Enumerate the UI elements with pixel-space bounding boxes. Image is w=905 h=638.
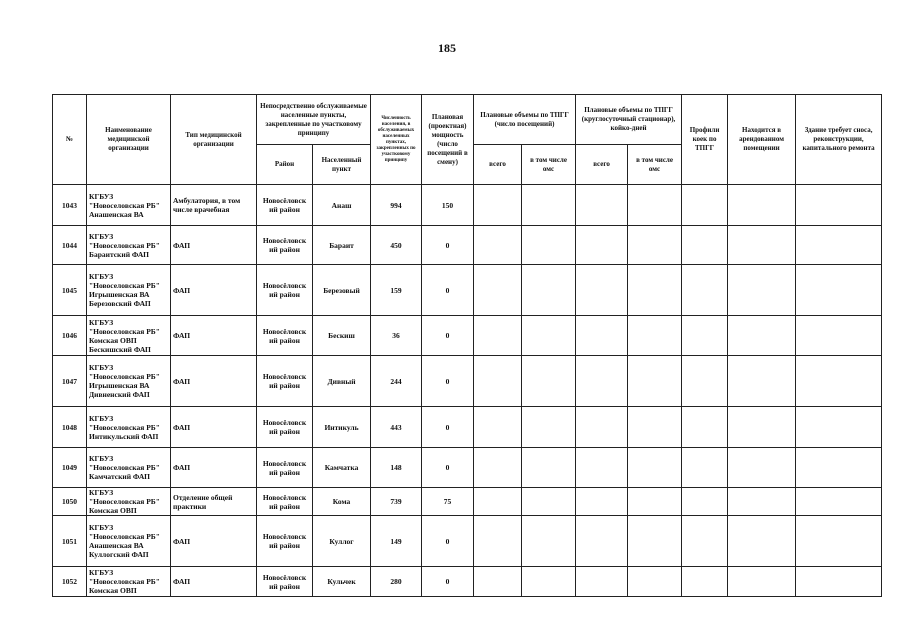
cell-row-number: 1047	[53, 356, 87, 407]
cell-row-number: 1049	[53, 448, 87, 488]
cell-empty	[796, 407, 882, 448]
cell-empty	[628, 567, 682, 597]
cell-district: Новосёловск ий район	[257, 516, 313, 567]
cell-population: 149	[371, 516, 422, 567]
cell-capacity: 0	[422, 516, 474, 567]
cell-empty	[522, 407, 576, 448]
cell-empty	[796, 316, 882, 356]
table-row	[53, 356, 882, 407]
cell-empty	[796, 226, 882, 265]
table-row	[53, 316, 882, 356]
cell-population: 159	[371, 265, 422, 316]
cell-org-name: КГБУЗ "Новоселовская РБ" Бараитский ФАП	[87, 226, 171, 265]
cell-capacity: 0	[422, 356, 474, 407]
cell-empty	[474, 265, 522, 316]
cell-empty	[522, 567, 576, 597]
cell-capacity: 0	[422, 407, 474, 448]
col-header-settlement: Населенный пункт	[313, 145, 371, 185]
cell-empty	[576, 448, 628, 488]
col-header-capacity: Плановая (проектная) мощность (число посещений в смену)	[422, 95, 474, 185]
cell-empty	[474, 407, 522, 448]
cell-population: 739	[371, 488, 422, 516]
col-header-inpatient-oms: в том числе омс	[628, 145, 682, 185]
cell-row-number: 1046	[53, 316, 87, 356]
cell-org-type: ФАП	[171, 356, 257, 407]
col-header-inpatient-total: всего	[576, 145, 628, 185]
cell-empty	[682, 185, 728, 226]
cell-empty	[522, 265, 576, 316]
cell-org-name: КГБУЗ "Новоселовская РБ" Комская ОВП	[87, 488, 171, 516]
cell-org-type: ФАП	[171, 407, 257, 448]
cell-empty	[522, 356, 576, 407]
cell-empty	[628, 185, 682, 226]
cell-population: 280	[371, 567, 422, 597]
cell-empty	[728, 185, 796, 226]
cell-empty	[576, 265, 628, 316]
cell-org-name: КГБУЗ "Новоселовская РБ" Камчатский ФАП	[87, 448, 171, 488]
cell-settlement: Интикуль	[313, 407, 371, 448]
table-row	[53, 185, 882, 226]
cell-empty	[576, 356, 628, 407]
cell-empty	[474, 516, 522, 567]
cell-district: Новосёловск ий район	[257, 407, 313, 448]
cell-empty	[628, 356, 682, 407]
cell-empty	[522, 488, 576, 516]
cell-empty	[576, 407, 628, 448]
cell-org-type: Амбулатория, в том числе врачебная	[171, 185, 257, 226]
cell-empty	[576, 316, 628, 356]
cell-org-type: ФАП	[171, 226, 257, 265]
cell-empty	[682, 356, 728, 407]
cell-settlement: Бескиш	[313, 316, 371, 356]
cell-district: Новосёловск ий район	[257, 448, 313, 488]
cell-population: 450	[371, 226, 422, 265]
cell-capacity: 75	[422, 488, 474, 516]
cell-empty	[728, 265, 796, 316]
col-header-visits-total: всего	[474, 145, 522, 185]
cell-empty	[796, 185, 882, 226]
cell-empty	[682, 567, 728, 597]
col-header-leased: Находится в арендованном помещении	[728, 95, 796, 185]
cell-empty	[628, 516, 682, 567]
cell-row-number: 1043	[53, 185, 87, 226]
cell-empty	[628, 407, 682, 448]
cell-empty	[522, 226, 576, 265]
cell-empty	[682, 226, 728, 265]
cell-empty	[474, 488, 522, 516]
cell-empty	[682, 407, 728, 448]
cell-capacity: 0	[422, 448, 474, 488]
cell-settlement: Березовый	[313, 265, 371, 316]
col-header-beds-profile: Профили коек по ТПГГ	[682, 95, 728, 185]
cell-empty	[728, 356, 796, 407]
cell-empty	[576, 516, 628, 567]
cell-empty	[796, 265, 882, 316]
cell-empty	[576, 185, 628, 226]
cell-capacity: 0	[422, 567, 474, 597]
cell-empty	[728, 226, 796, 265]
cell-settlement: Камчатка	[313, 448, 371, 488]
table-row	[53, 516, 882, 567]
col-header-type: Тип медицинской организации	[171, 95, 257, 185]
cell-settlement: Анаш	[313, 185, 371, 226]
cell-empty	[728, 516, 796, 567]
col-header-no: №	[53, 95, 87, 185]
cell-population: 36	[371, 316, 422, 356]
cell-org-name: КГБУЗ "Новоселовская РБ" Интикульский ФАП	[87, 407, 171, 448]
col-header-population: Численность населения, в обслуживаемых населенных пунктах, закрепленных по участковому принципу	[371, 95, 422, 185]
cell-empty	[628, 265, 682, 316]
cell-empty	[474, 356, 522, 407]
table-row	[53, 226, 882, 265]
cell-district: Новосёловск ий район	[257, 488, 313, 516]
col-header-repair: Здание требует сноса, реконструкции, капитального ремонта	[796, 95, 882, 185]
cell-empty	[728, 488, 796, 516]
cell-population: 244	[371, 356, 422, 407]
cell-row-number: 1050	[53, 488, 87, 516]
cell-district: Новосёловск ий район	[257, 567, 313, 597]
cell-district: Новосёловск ий район	[257, 226, 313, 265]
cell-empty	[576, 226, 628, 265]
cell-empty	[474, 226, 522, 265]
cell-org-type: ФАП	[171, 448, 257, 488]
cell-settlement: Куллог	[313, 516, 371, 567]
cell-empty	[474, 567, 522, 597]
table-row	[53, 265, 882, 316]
col-header-settlements-group: Непосредственно обслуживаемые населенные пункты, закрепленные по участковому принципу	[257, 95, 371, 145]
cell-empty	[474, 316, 522, 356]
cell-empty	[522, 185, 576, 226]
cell-empty	[796, 488, 882, 516]
cell-row-number: 1044	[53, 226, 87, 265]
cell-population: 443	[371, 407, 422, 448]
cell-empty	[522, 316, 576, 356]
cell-empty	[682, 448, 728, 488]
cell-empty	[682, 516, 728, 567]
cell-empty	[628, 316, 682, 356]
cell-org-type: Отделение общей практики	[171, 488, 257, 516]
cell-empty	[474, 448, 522, 488]
cell-empty	[628, 448, 682, 488]
table-row	[53, 488, 882, 516]
cell-org-name: КГБУЗ "Новоселовская РБ" Анашенская ВА	[87, 185, 171, 226]
cell-org-name: КГБУЗ "Новоселовская РБ" Игрышенская ВА Дивненский ФАП	[87, 356, 171, 407]
cell-row-number: 1048	[53, 407, 87, 448]
table-row	[53, 448, 882, 488]
medical-organizations-table	[52, 94, 882, 597]
cell-district: Новосёловск ий район	[257, 356, 313, 407]
cell-empty	[728, 407, 796, 448]
cell-empty	[682, 488, 728, 516]
cell-empty	[576, 488, 628, 516]
cell-empty	[628, 226, 682, 265]
cell-settlement: Кульчек	[313, 567, 371, 597]
cell-org-name: КГБУЗ "Новоселовская РБ" Комская ОВП Бескишский ФАП	[87, 316, 171, 356]
cell-empty	[522, 448, 576, 488]
cell-org-type: ФАП	[171, 567, 257, 597]
col-header-visits-group: Плановые объемы по ТПГГ (число посещений)	[474, 95, 576, 145]
cell-empty	[628, 488, 682, 516]
cell-empty	[728, 316, 796, 356]
header-row	[53, 95, 882, 145]
cell-org-type: ФАП	[171, 265, 257, 316]
col-header-visits-oms: в том числе омс	[522, 145, 576, 185]
col-header-org: Наименование медицинской организации	[87, 95, 171, 185]
cell-district: Новосёловск ий район	[257, 316, 313, 356]
cell-capacity: 0	[422, 226, 474, 265]
cell-org-type: ФАП	[171, 516, 257, 567]
cell-org-type: ФАП	[171, 316, 257, 356]
cell-org-name: КГБУЗ "Новоселовская РБ" Анашенская ВА Куллогский ФАП	[87, 516, 171, 567]
cell-settlement: Кома	[313, 488, 371, 516]
cell-district: Новосёловск ий район	[257, 185, 313, 226]
cell-settlement: Бараит	[313, 226, 371, 265]
cell-org-name: КГБУЗ "Новоселовская РБ" Игрышенская ВА Березовский ФАП	[87, 265, 171, 316]
col-header-district: Район	[257, 145, 313, 185]
cell-capacity: 0	[422, 265, 474, 316]
cell-empty	[796, 516, 882, 567]
cell-row-number: 1051	[53, 516, 87, 567]
cell-row-number: 1052	[53, 567, 87, 597]
cell-empty	[682, 265, 728, 316]
table-body	[53, 185, 882, 597]
cell-org-name: КГБУЗ "Новоселовская РБ" Комская ОВП	[87, 567, 171, 597]
cell-empty	[796, 567, 882, 597]
cell-district: Новосёловск ий район	[257, 265, 313, 316]
cell-settlement: Дивный	[313, 356, 371, 407]
cell-empty	[796, 448, 882, 488]
table-row	[53, 567, 882, 597]
cell-empty	[728, 448, 796, 488]
table-row	[53, 407, 882, 448]
cell-empty	[474, 185, 522, 226]
cell-row-number: 1045	[53, 265, 87, 316]
cell-population: 148	[371, 448, 422, 488]
cell-empty	[728, 567, 796, 597]
cell-population: 994	[371, 185, 422, 226]
cell-empty	[576, 567, 628, 597]
cell-empty	[796, 356, 882, 407]
cell-capacity: 150	[422, 185, 474, 226]
cell-empty	[522, 516, 576, 567]
cell-capacity: 0	[422, 316, 474, 356]
page-number: 185	[438, 41, 456, 55]
col-header-inpatient-group: Плановые объемы по ТПГГ (круглосуточный стационар), койко-дней	[576, 95, 682, 145]
cell-empty	[682, 316, 728, 356]
